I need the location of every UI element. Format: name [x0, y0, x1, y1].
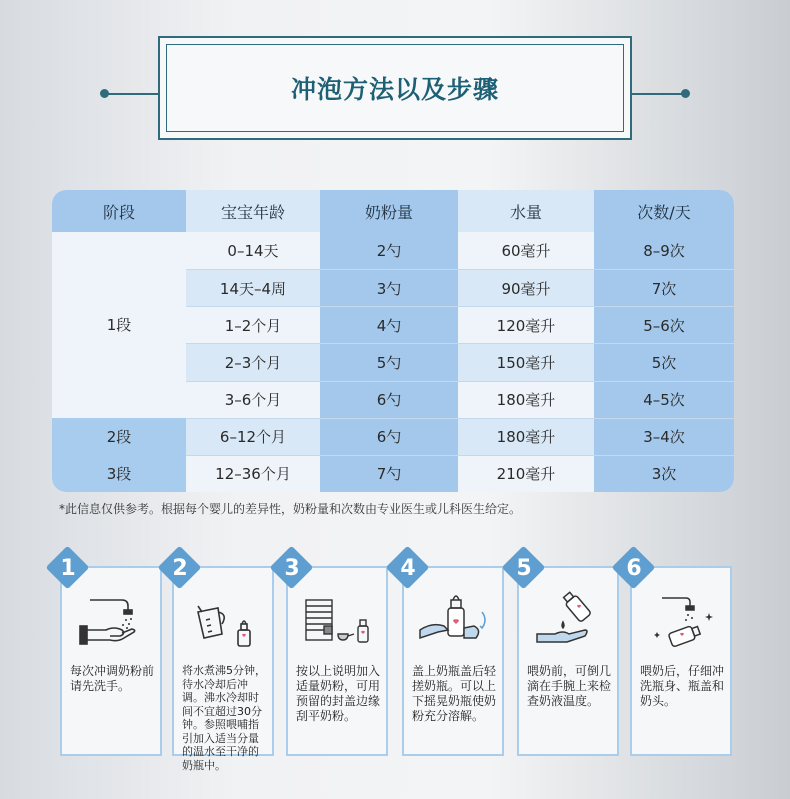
feeding-table: [52, 190, 734, 492]
step-number-3: 3: [270, 546, 314, 590]
stage-cell: 3段: [52, 455, 186, 492]
step-number-2: 2: [158, 546, 202, 590]
water-cell: 180毫升: [458, 418, 594, 455]
age-cell: 3–6个月: [186, 381, 320, 418]
stage-cell: 2段: [52, 418, 186, 455]
header-stage: 阶段: [52, 190, 186, 232]
step-number-1: 1: [46, 546, 90, 590]
powder-cell: 7勺: [320, 455, 458, 492]
title-left-dot: [100, 89, 109, 98]
step-card-5: [517, 566, 619, 756]
times-cell: 5–6次: [594, 306, 734, 343]
times-cell: 4–5次: [594, 381, 734, 418]
age-cell: 1–2个月: [186, 306, 320, 343]
page-title: 冲泡方法以及步骤: [290, 75, 499, 104]
water-cell: 60毫升: [458, 232, 594, 269]
step-card-2: [172, 566, 274, 772]
step-card-6: [630, 566, 732, 756]
stage-cell: 1段: [52, 232, 186, 418]
kettle-and-bottle-icon: [188, 590, 260, 650]
water-cell: 180毫升: [458, 381, 594, 418]
age-cell: 0–14天: [186, 232, 320, 269]
age-cell: 12–36个月: [186, 455, 320, 492]
header-times: 次数/天: [594, 190, 734, 232]
hand-washing-icon: [76, 590, 148, 650]
step-number-4: 4: [386, 546, 430, 590]
bottle-washing-icon: [646, 590, 718, 650]
step-card-3: [286, 566, 388, 756]
header-powder: 奶粉量: [320, 190, 458, 232]
age-cell: 14天–4周: [186, 269, 320, 306]
title-right-rule: [632, 93, 684, 95]
powder-cell: 5勺: [320, 343, 458, 380]
step-card-1: [60, 566, 162, 756]
age-cell: 6–12个月: [186, 418, 320, 455]
step-3-text: 按以上说明加入适量奶粉，可用预留的封盖边缘刮平奶粉。: [296, 664, 381, 723]
disclaimer-note: *此信息仅供参考。根据每个婴儿的差异性，奶粉量和次数由专业医生或儿科医生给定。: [59, 502, 522, 516]
step-5-text: 喂奶前，可倒几滴在手腕上来检查奶液温度。: [527, 664, 612, 708]
powder-cell: 6勺: [320, 418, 458, 455]
times-cell: 3次: [594, 455, 734, 492]
shaking-bottle-icon: [418, 590, 490, 650]
step-number-6: 6: [612, 546, 656, 590]
formula-can-and-scoop-icon: [302, 590, 374, 650]
header-water: 水量: [458, 190, 594, 232]
step-card-4: [402, 566, 504, 756]
title-right-dot: [681, 89, 690, 98]
title-frame: [158, 36, 632, 140]
powder-cell: 2勺: [320, 232, 458, 269]
powder-cell: 3勺: [320, 269, 458, 306]
times-cell: 3–4次: [594, 418, 734, 455]
times-cell: 5次: [594, 343, 734, 380]
times-cell: 7次: [594, 269, 734, 306]
times-cell: 8–9次: [594, 232, 734, 269]
wrist-temperature-test-icon: [533, 590, 605, 650]
water-cell: 210毫升: [458, 455, 594, 492]
water-cell: 120毫升: [458, 306, 594, 343]
powder-cell: 4勺: [320, 306, 458, 343]
title-left-rule: [106, 93, 158, 95]
header-age: 宝宝年龄: [186, 190, 320, 232]
water-cell: 150毫升: [458, 343, 594, 380]
step-2-text: 将水煮沸5分钟，待水冷却后冲调。沸水冷却时间不宜超过30分钟。参照喂哺指引加入适当分量的温水至干净的奶瓶中。: [182, 664, 266, 772]
step-6-text: 喂奶后，仔细冲洗瓶身、瓶盖和奶头。: [640, 664, 725, 708]
water-cell: 90毫升: [458, 269, 594, 306]
step-number-5: 5: [502, 546, 546, 590]
powder-cell: 6勺: [320, 381, 458, 418]
age-cell: 2–3个月: [186, 343, 320, 380]
step-1-text: 每次冲调奶粉前请先洗手。: [70, 664, 155, 693]
step-4-text: 盖上奶瓶盖后轻搓奶瓶。可以上下摇晃奶瓶使奶粉充分溶解。: [412, 664, 497, 723]
